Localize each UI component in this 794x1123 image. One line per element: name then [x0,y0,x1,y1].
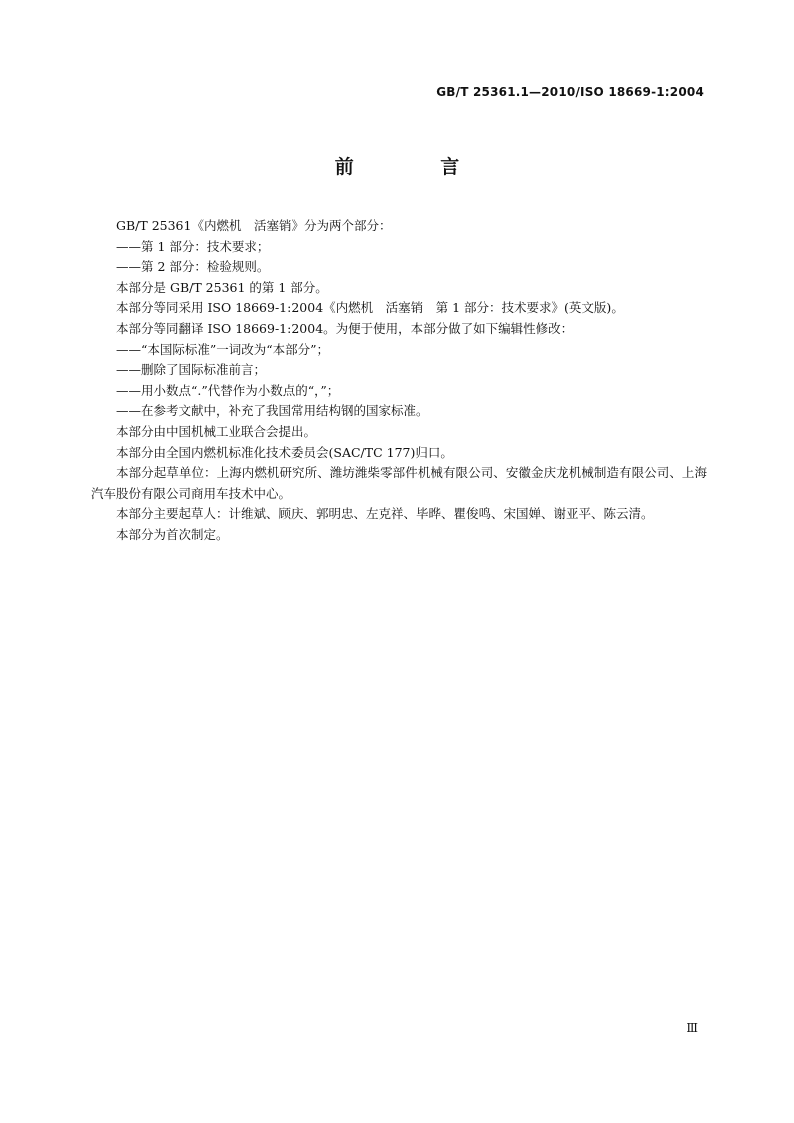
paragraph-parts-intro: GB/T 25361《内燃机 活塞销》分为两个部分： [116,218,392,233]
paragraph-part-2: ——第 2 部分：检验规则。 [116,259,270,275]
paragraph-edit-2: ——删除了国际标准前言； [116,362,267,378]
page-title: 前 言 [334,156,500,178]
paragraph-part-1: ——第 1 部分：技术要求； [116,238,270,254]
paragraph-this-part: 本部分是 GB/T 25361 的第 1 部分。 [116,279,328,295]
paragraph-under-jurisdiction: 本部分由全国内燃机标准化技术委员会(SAC/TC 177)归口。 [116,444,453,460]
page-number: Ⅲ [686,1021,698,1035]
paragraph-first-edition: 本部分为首次制定。 [116,526,229,542]
paragraph-drafting-units: 本部分起草单位：上海内燃机研究所、潍坊潍柴零部件机械有限公司、安徽金庆龙机械制造有限公司、上海汽车股份有限公司商用车技术中心。 [91,465,707,501]
foreword-body [91,216,707,546]
standard-number-header: GB/T 25361.1—2010/ISO 18669-1:2004 [436,85,704,99]
paragraph-edit-3: ——用小数点“.”代替作为小数点的“，”； [116,382,340,398]
paragraph-translation: 本部分等同翻译 ISO 18669-1:2004。为便于使用，本部分做了如下编辑性修改： [116,320,574,336]
paragraph-edit-4: ——在参考文献中，补充了我国常用结构钢的国家标准。 [116,403,429,419]
paragraph-proposed-by: 本部分由中国机械工业联合会提出。 [116,423,317,439]
paragraph-edit-1: ——“本国际标准”一词改为“本部分”； [116,341,330,357]
paragraph-equivalent-adoption: 本部分等同采用 ISO 18669-1:2004《内燃机 活塞销 第 1 部分：技术要求》(英文版)。 [116,300,624,316]
paragraph-drafters: 本部分主要起草人：计维斌、顾庆、郭明忠、左克祥、毕晔、瞿俊鸣、宋国婵、谢亚平、陈云清。 [116,506,654,522]
